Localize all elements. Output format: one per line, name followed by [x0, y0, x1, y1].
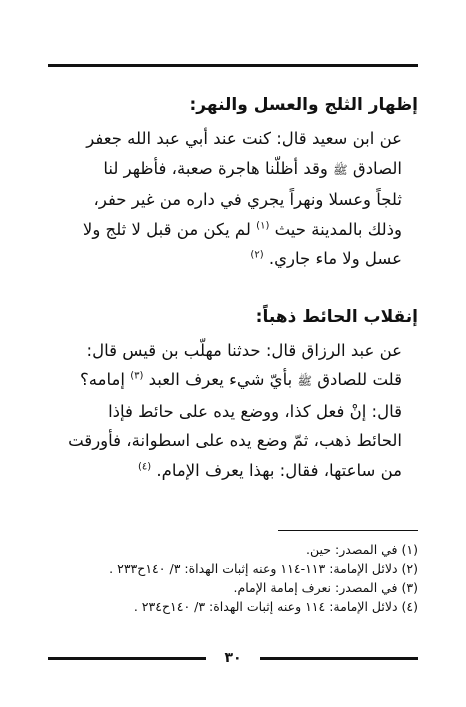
- paragraph-line: [48, 336, 418, 366]
- footnote-item: (٣) في المصدر: نعرف إمامة الإمام.: [233, 580, 418, 595]
- paragraph-line: [48, 154, 418, 186]
- footnote-ref: (٢): [250, 249, 264, 261]
- text-run: وقد أظلّنا هاجرة صعبة، فأظهر لنا: [103, 158, 328, 178]
- paragraph-line: [48, 215, 418, 245]
- text-run: الصادق: [352, 158, 402, 178]
- honorific-symbol: ﷺ: [297, 374, 312, 388]
- text-run: عن ابن سعيد قال: كنت عند أبي عبد الله جعفر: [86, 129, 402, 148]
- footnote-item: (١) في المصدر: حين.: [306, 542, 418, 557]
- honorific-symbol: ﷺ: [333, 162, 348, 177]
- section-heading-wall-gold: إنقلاب الحائط ذهباً:: [255, 306, 418, 327]
- footnote-item: (٤) دلائل الإمامة: ١١٤ وعنه إثبات الهداة: ٣/ ١٤٠ح٢٣٤ .: [133, 599, 418, 614]
- main-content: [48, 92, 418, 485]
- footer-rule-right: [260, 657, 418, 660]
- text-run: عن عبد الرزاق قال: حدثنا مهلّب بن قيس قال:: [86, 340, 402, 360]
- text-run: وذلك بالمدينة حيث: [274, 219, 402, 239]
- text-run: قال: إنْ فعل كذا، ووضع يده على حائط فإذا: [108, 401, 402, 421]
- section-paragraph-snow-honey-river: [48, 124, 418, 274]
- footnote-item: (٢) دلائل الإمامة: ١١٣-١١٤ وعنه إثبات الهداة: ٣/ ١٤٠ح٢٣٣ .: [109, 561, 418, 576]
- text-run: قلت للصادق: [317, 370, 402, 389]
- footnote-rule: [278, 530, 418, 531]
- text-run: لم يكن من قبل لا ثلج ولا: [82, 219, 251, 239]
- paragraph-line: [48, 124, 418, 154]
- paragraph-line: [48, 456, 418, 486]
- page-number: ٣٠: [224, 650, 242, 666]
- footnote-ref: (٣): [130, 370, 144, 382]
- footnote-ref: (٤): [137, 461, 152, 472]
- paragraph-line: [48, 397, 418, 427]
- footnotes: [48, 540, 418, 616]
- paragraph-line: [48, 244, 418, 274]
- paragraph-line: [48, 426, 418, 456]
- section-heading-snow-honey-river: إظهار الثلج والعسل والنهر:: [189, 95, 418, 115]
- text-run: الحائط ذهب، ثمّ وضع يده على اسطوانة، فأورقت: [68, 431, 402, 450]
- footnote-ref: (١): [256, 220, 270, 231]
- text-run: ثلجاً وعسلا ونهراً يجري في داره من غير حفر،: [93, 190, 402, 209]
- paragraph-line: [48, 185, 418, 215]
- text-run: إمامه؟: [80, 370, 125, 389]
- section-paragraph-wall-gold: [48, 336, 418, 486]
- text-run: من ساعتها، فقال: بهذا يعرف الإمام.: [156, 460, 402, 480]
- text-run: عسل ولا ماء جاري.: [268, 249, 402, 268]
- text-run: بأيّ شيء يعرف العبد: [148, 370, 293, 389]
- page-footer: [48, 648, 418, 668]
- top-rule: [48, 64, 418, 67]
- paragraph-line: [48, 365, 418, 397]
